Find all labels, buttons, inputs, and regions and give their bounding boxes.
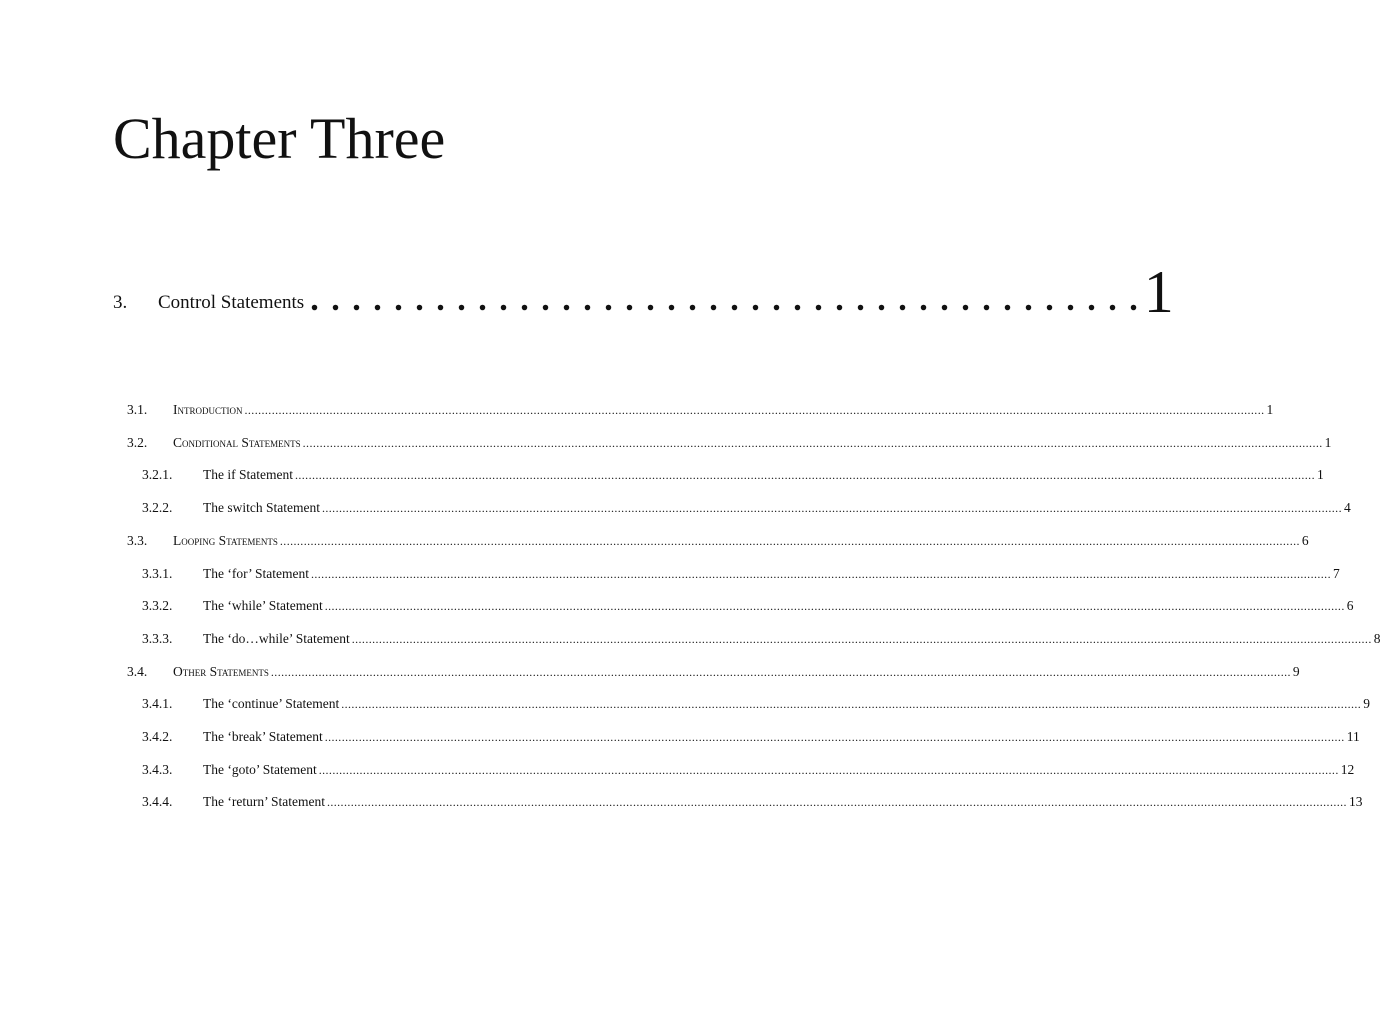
- toc-entry-label: Looping Statements: [173, 532, 278, 548]
- toc-entry-page-number: 1: [1324, 434, 1332, 450]
- toc-entry[interactable]: [142, 597, 1354, 615]
- toc-entry-page-number: 8: [1373, 630, 1380, 646]
- toc-entry-dot-leader: ............................................................................................................................................................................................................................................................................................................: [326, 795, 1347, 810]
- chapter-title: Chapter Three: [113, 106, 446, 171]
- toc-entry-dot-leader: ............................................................................................................................................................................................................................................................................................................: [244, 403, 1265, 417]
- toc-entry-label: Other Statements: [173, 663, 269, 679]
- toc-entry-number: 3.4.: [127, 663, 148, 679]
- toc-entry-label: The ‘while’ Statement: [203, 598, 323, 614]
- toc-entry-label: The ‘do…while’ Statement: [203, 630, 350, 646]
- toc-entry-page-number: 9: [1363, 696, 1370, 712]
- main-heading-dot-leader: . . . . . . . . . . . . . . . . . . . . . . . . . . . . . . . . . . . . . . . .: [310, 281, 1140, 318]
- toc-entry-number: 3.4.4.: [142, 794, 173, 810]
- toc-entry-dot-leader: ............................................................................................................................................................................................................................................................................................................: [270, 664, 1291, 679]
- toc-entry-number: 3.3.1.: [142, 565, 173, 581]
- toc-entry[interactable]: [142, 565, 1340, 583]
- toc-entry-number: 3.4.2.: [142, 729, 173, 744]
- toc-entry-label: The ‘return’ Statement: [203, 794, 325, 810]
- toc-entry-page-number: 7: [1332, 565, 1340, 581]
- toc-entry[interactable]: [142, 728, 1360, 746]
- toc-entry-label: Introduction: [173, 402, 243, 417]
- toc-entry-page-number: 6: [1301, 532, 1309, 548]
- toc-entry-dot-leader: ............................................................................................................................................................................................................................................................................................................: [341, 697, 1362, 712]
- toc-entry-number: 3.4.3.: [142, 761, 173, 777]
- toc-entry[interactable]: [142, 466, 1324, 484]
- toc-entry-label: The ‘continue’ Statement: [203, 696, 340, 712]
- toc-entry-dot-leader: ............................................................................................................................................................................................................................................................................................................: [294, 468, 1315, 483]
- toc-entry-number: 3.2.2.: [142, 500, 173, 516]
- toc-entry-number: 3.3.: [127, 532, 148, 548]
- toc-entry-number: 3.2.1.: [142, 467, 173, 483]
- toc-entry-label: The if Statement: [203, 467, 293, 483]
- toc-entry-page-number: 12: [1340, 761, 1355, 777]
- toc-entry[interactable]: [142, 630, 1380, 648]
- toc-entry-dot-leader: ............................................................................................................................................................................................................................................................................................................: [324, 730, 1345, 744]
- toc-entry[interactable]: [127, 434, 1332, 452]
- toc-entry-dot-leader: ............................................................................................................................................................................................................................................................................................................: [310, 566, 1331, 581]
- toc-entry-page-number: 4: [1343, 500, 1351, 516]
- toc-entry-dot-leader: ............................................................................................................................................................................................................................................................................................................: [324, 599, 1345, 614]
- toc-entry[interactable]: [127, 532, 1309, 550]
- toc-entry-label: The ‘goto’ Statement: [203, 761, 317, 777]
- toc-entry-page-number: 1: [1316, 467, 1324, 483]
- toc-entry[interactable]: [127, 663, 1300, 681]
- toc-entry-label: The ‘for’ Statement: [203, 565, 309, 581]
- toc-entry[interactable]: [142, 761, 1355, 779]
- toc-entry-dot-leader: ............................................................................................................................................................................................................................................................................................................: [351, 631, 1372, 646]
- main-heading-page-number: 1: [1143, 259, 1174, 325]
- toc-entry-number: 3.2.: [127, 434, 148, 450]
- toc-main-heading[interactable]: [113, 258, 1174, 325]
- toc-entry[interactable]: [127, 401, 1274, 419]
- toc-entry-page-number: 11: [1346, 729, 1360, 744]
- toc-entry-page-number: 6: [1346, 598, 1354, 614]
- toc-entry-page-number: 1: [1266, 402, 1274, 417]
- toc-entry-label: The ‘break’ Statement: [203, 729, 323, 744]
- toc-entry-label: Conditional Statements: [173, 434, 301, 450]
- toc-entry-label: The switch Statement: [203, 500, 320, 516]
- toc-entry-dot-leader: ............................................................................................................................................................................................................................................................................................................: [279, 533, 1300, 548]
- toc-entry[interactable]: [142, 793, 1363, 811]
- toc-entry[interactable]: [142, 499, 1351, 517]
- toc-entry-page-number: 9: [1292, 663, 1300, 679]
- main-heading-label: Control Statements: [158, 292, 305, 313]
- toc-entry-page-number: 13: [1348, 794, 1363, 810]
- toc-entry-dot-leader: ............................................................................................................................................................................................................................................................................................................: [321, 501, 1342, 516]
- toc-entry-dot-leader: ............................................................................................................................................................................................................................................................................................................: [318, 762, 1339, 777]
- toc-entry-dot-leader: ............................................................................................................................................................................................................................................................................................................: [302, 435, 1323, 450]
- toc-entry-number: 3.4.1.: [142, 696, 173, 712]
- toc-entry-number: 3.3.2.: [142, 598, 173, 614]
- toc-entry-number: 3.1.: [127, 402, 148, 417]
- toc-entry-number: 3.3.3.: [142, 630, 173, 646]
- toc-entry[interactable]: [142, 695, 1370, 713]
- main-heading-number: 3.: [113, 292, 128, 313]
